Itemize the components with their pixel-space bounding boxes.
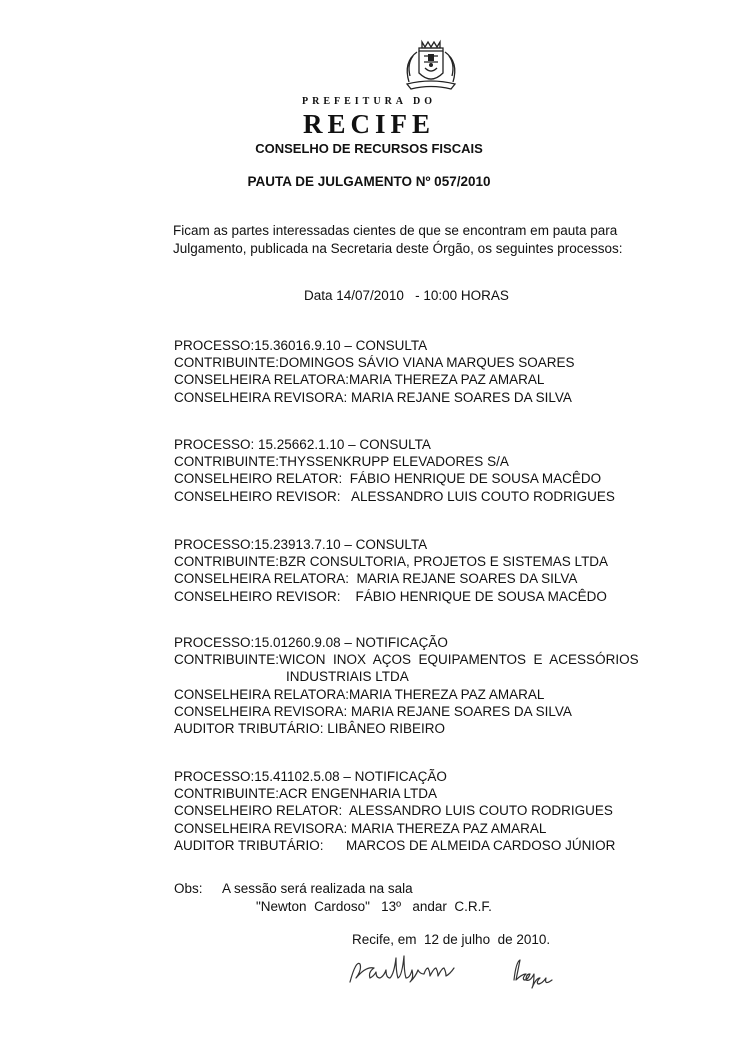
council-name: CONSELHO DE RECURSOS FISCAIS bbox=[255, 141, 483, 156]
case-revisor: CONSELHEIRO REVISOR: ALESSANDRO LUIS COUTO RODRIGUES bbox=[174, 488, 615, 504]
case-auditor: AUDITOR TRIBUTÁRIO: MARCOS DE ALMEIDA CARDOSO JÚNIOR bbox=[174, 837, 616, 853]
case-processo: PROCESSO: 15.25662.1.10 – CONSULTA bbox=[174, 437, 431, 452]
case-contribuinte: CONTRIBUINTE:ACR ENGENHARIA LTDA bbox=[174, 786, 438, 802]
session-date: Data 14/07/2010 - 10:00 HORAS bbox=[304, 288, 509, 303]
obs-label: Obs: bbox=[174, 881, 203, 896]
case-relator: CONSELHEIRA RELATORA: MARIA REJANE SOARES DA SILVA bbox=[174, 571, 578, 587]
case-processo: PROCESSO:15.23913.7.10 – CONSULTA bbox=[174, 537, 428, 552]
case-contribuinte: CONTRIBUINTE:DOMINGOS SÁVIO VIANA MARQUES SOARES bbox=[174, 355, 575, 371]
case-block bbox=[174, 436, 615, 505]
case-contribuinte: CONTRIBUINTE:BZR CONSULTORIA, PROJETOS E SISTEMAS LTDA bbox=[174, 554, 609, 570]
case-block bbox=[174, 768, 615, 854]
recife-title: RECIFE bbox=[302, 109, 435, 139]
observation-note bbox=[174, 880, 492, 916]
intro-paragraph: Ficam as partes interessadas cientes de que se encontram em pauta para Julgamento, publicada na Secretaria deste Órgão, os seguintes processos: bbox=[173, 223, 623, 256]
case-processo: PROCESSO:15.41102.5.08 – NOTIFICAÇÃO bbox=[174, 769, 447, 784]
prefeitura-label: PREFEITURA DO bbox=[302, 96, 436, 107]
case-relator: CONSELHEIRO RELATOR: FÁBIO HENRIQUE DE SOUSA MACÊDO bbox=[174, 471, 602, 487]
case-contribuinte-continuation: INDUSTRIAIS LTDA bbox=[286, 669, 409, 685]
case-revisor: CONSELHEIRO REVISOR: FÁBIO HENRIQUE DE SOUSA MACÊDO bbox=[174, 588, 607, 604]
case-relator: CONSELHEIRA RELATORA:MARIA THEREZA PAZ AMARAL bbox=[174, 686, 545, 702]
case-relator: CONSELHEIRA RELATORA:MARIA THEREZA PAZ AMARAL bbox=[174, 372, 545, 388]
case-relator: CONSELHEIRO RELATOR: ALESSANDRO LUIS COUTO RODRIGUES bbox=[174, 803, 613, 819]
case-auditor: AUDITOR TRIBUTÁRIO: LIBÂNEO RIBEIRO bbox=[174, 721, 446, 737]
handwritten-signature bbox=[338, 952, 588, 992]
case-revisor: CONSELHEIRA REVISORA: MARIA THEREZA PAZ AMARAL bbox=[174, 820, 547, 836]
place-and-date: Recife, em 12 de julho de 2010. bbox=[352, 932, 551, 947]
document-title: PAUTA DE JULGAMENTO Nº 057/2010 bbox=[247, 174, 491, 189]
obs-line-1: A sessão será realizada na sala bbox=[222, 881, 413, 896]
case-processo: PROCESSO:15.01260.9.08 – NOTIFICAÇÃO bbox=[174, 635, 448, 650]
case-block bbox=[174, 634, 639, 737]
case-block bbox=[174, 536, 608, 605]
case-block bbox=[174, 337, 575, 406]
recife-coat-of-arms-icon bbox=[395, 34, 467, 94]
case-contribuinte: CONTRIBUINTE:WICON INOX AÇOS EQUIPAMENTOS E ACESSÓRIOS bbox=[174, 652, 639, 668]
case-revisor: CONSELHEIRA REVISORA: MARIA REJANE SOARES DA SILVA bbox=[174, 703, 572, 719]
case-processo: PROCESSO:15.36016.9.10 – CONSULTA bbox=[174, 338, 428, 353]
case-revisor: CONSELHEIRA REVISORA: MARIA REJANE SOARES DA SILVA bbox=[174, 389, 572, 405]
obs-line-2: "Newton Cardoso" 13º andar C.R.F. bbox=[256, 899, 492, 914]
case-contribuinte: CONTRIBUINTE:THYSSENKRUPP ELEVADORES S/A bbox=[174, 454, 509, 470]
